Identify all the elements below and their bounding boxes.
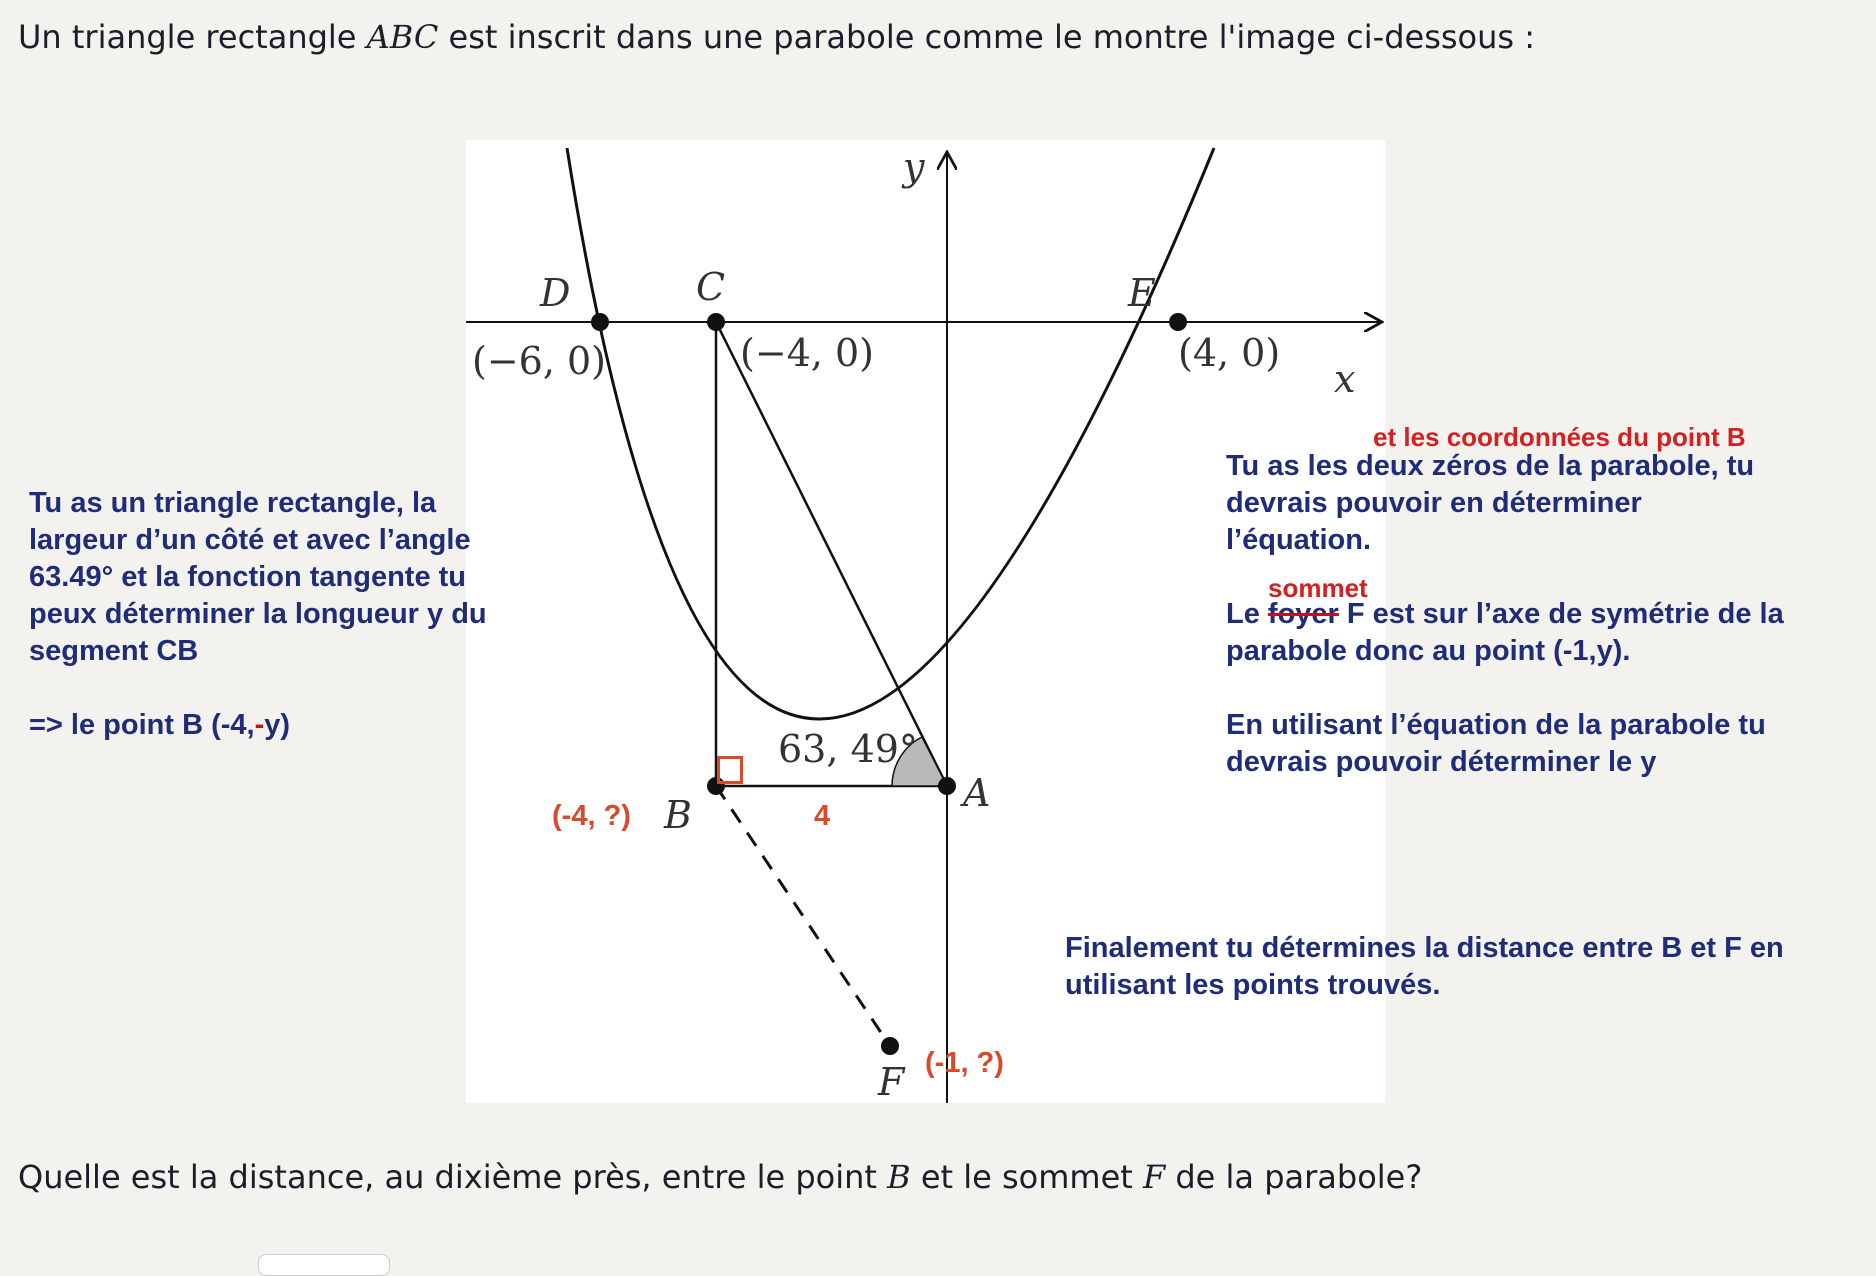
point-c <box>707 313 725 331</box>
left-hint-line: 63.49° et la fonction tangente tu <box>29 561 466 593</box>
right-hint <box>1226 448 1784 781</box>
question-intro-rest: est inscrit dans une parabole comme le montre l'image ci-dessous : <box>448 18 1536 56</box>
label-e: E <box>1128 271 1156 315</box>
right-hint-line: Tu as les deux zéros de la parabole, tu <box>1226 450 1755 482</box>
left-hint <box>29 485 487 744</box>
question-ask-text3: de la parabole? <box>1175 1158 1423 1196</box>
parabola-curve <box>567 148 1214 719</box>
sommet-correction: sommet <box>1268 573 1368 603</box>
question-ask <box>18 1158 1422 1196</box>
triangle-name: ABC <box>366 18 439 56</box>
right-hint-line: En utilisant l’équation de la parabole tu <box>1226 709 1766 741</box>
question-ask-text2: et le sommet <box>920 1158 1133 1196</box>
right-angle-marker <box>717 756 743 784</box>
left-hint-line: Tu as un triangle rectangle, la <box>29 487 437 519</box>
minus-correction: - <box>254 709 265 741</box>
segment-ca <box>716 322 947 786</box>
b-coord-note: (-4, ?) <box>552 800 631 832</box>
question-intro-text: Un triangle rectangle <box>18 18 357 56</box>
point-b-hint <box>29 707 487 744</box>
f-coord-note: (-1, ?) <box>925 1047 1004 1079</box>
label-d-coord: (−6, 0) <box>472 339 607 383</box>
ab-length-note: 4 <box>814 800 831 832</box>
bottom-hint-line: Finalement tu détermines la distance entre B et F en <box>1065 932 1784 964</box>
point-b-hint-end: y) <box>264 709 291 741</box>
left-hint-line: segment CB <box>29 635 199 667</box>
struck-foyer: foyer <box>1267 598 1339 630</box>
label-d: D <box>540 271 571 315</box>
bottom-hint-line: utilisant les points trouvés. <box>1065 969 1441 1001</box>
right-hint-line: devrais pouvoir en déterminer <box>1226 487 1642 519</box>
label-a: A <box>963 771 991 815</box>
bottom-hint <box>1065 930 1784 1004</box>
label-f: F <box>878 1060 905 1103</box>
label-e-coord: (4, 0) <box>1178 331 1281 375</box>
point-b-hint-text: => le point B (-4, <box>29 709 255 741</box>
point-f <box>881 1037 899 1055</box>
right-hint-line: devrais pouvoir déterminer le y <box>1226 746 1657 778</box>
le-text: Le <box>1226 598 1268 630</box>
label-c-coord: (−4, 0) <box>740 331 875 375</box>
question-var-f: F <box>1142 1158 1166 1196</box>
label-b: B <box>664 793 692 837</box>
label-x-axis: x <box>1334 357 1356 401</box>
right-hint-line: parabole donc au point (-1,y). <box>1226 635 1631 667</box>
right-hint-line <box>1226 596 1784 633</box>
question-ask-text: Quelle est la distance, au dixième près, entre le point <box>18 1158 877 1196</box>
answer-input[interactable] <box>258 1254 390 1276</box>
segment-bf <box>716 786 890 1046</box>
label-y-axis: y <box>903 145 925 189</box>
point-e <box>1169 313 1187 331</box>
label-angle: 63, 49° <box>778 727 918 771</box>
addon-note: et les coordonnées du point B <box>1373 422 1746 452</box>
right-hint-rest: F est sur l’axe de symétrie de la <box>1338 598 1784 630</box>
left-hint-line: largeur d’un côté et avec l’angle <box>29 524 471 556</box>
label-c: C <box>696 265 726 309</box>
right-hint-line: l’équation. <box>1226 524 1371 556</box>
point-d <box>591 313 609 331</box>
left-hint-line: peux déterminer la longueur y du <box>29 598 487 630</box>
question-intro <box>18 18 1535 56</box>
question-var-b: B <box>887 1158 911 1196</box>
point-a <box>938 777 956 795</box>
